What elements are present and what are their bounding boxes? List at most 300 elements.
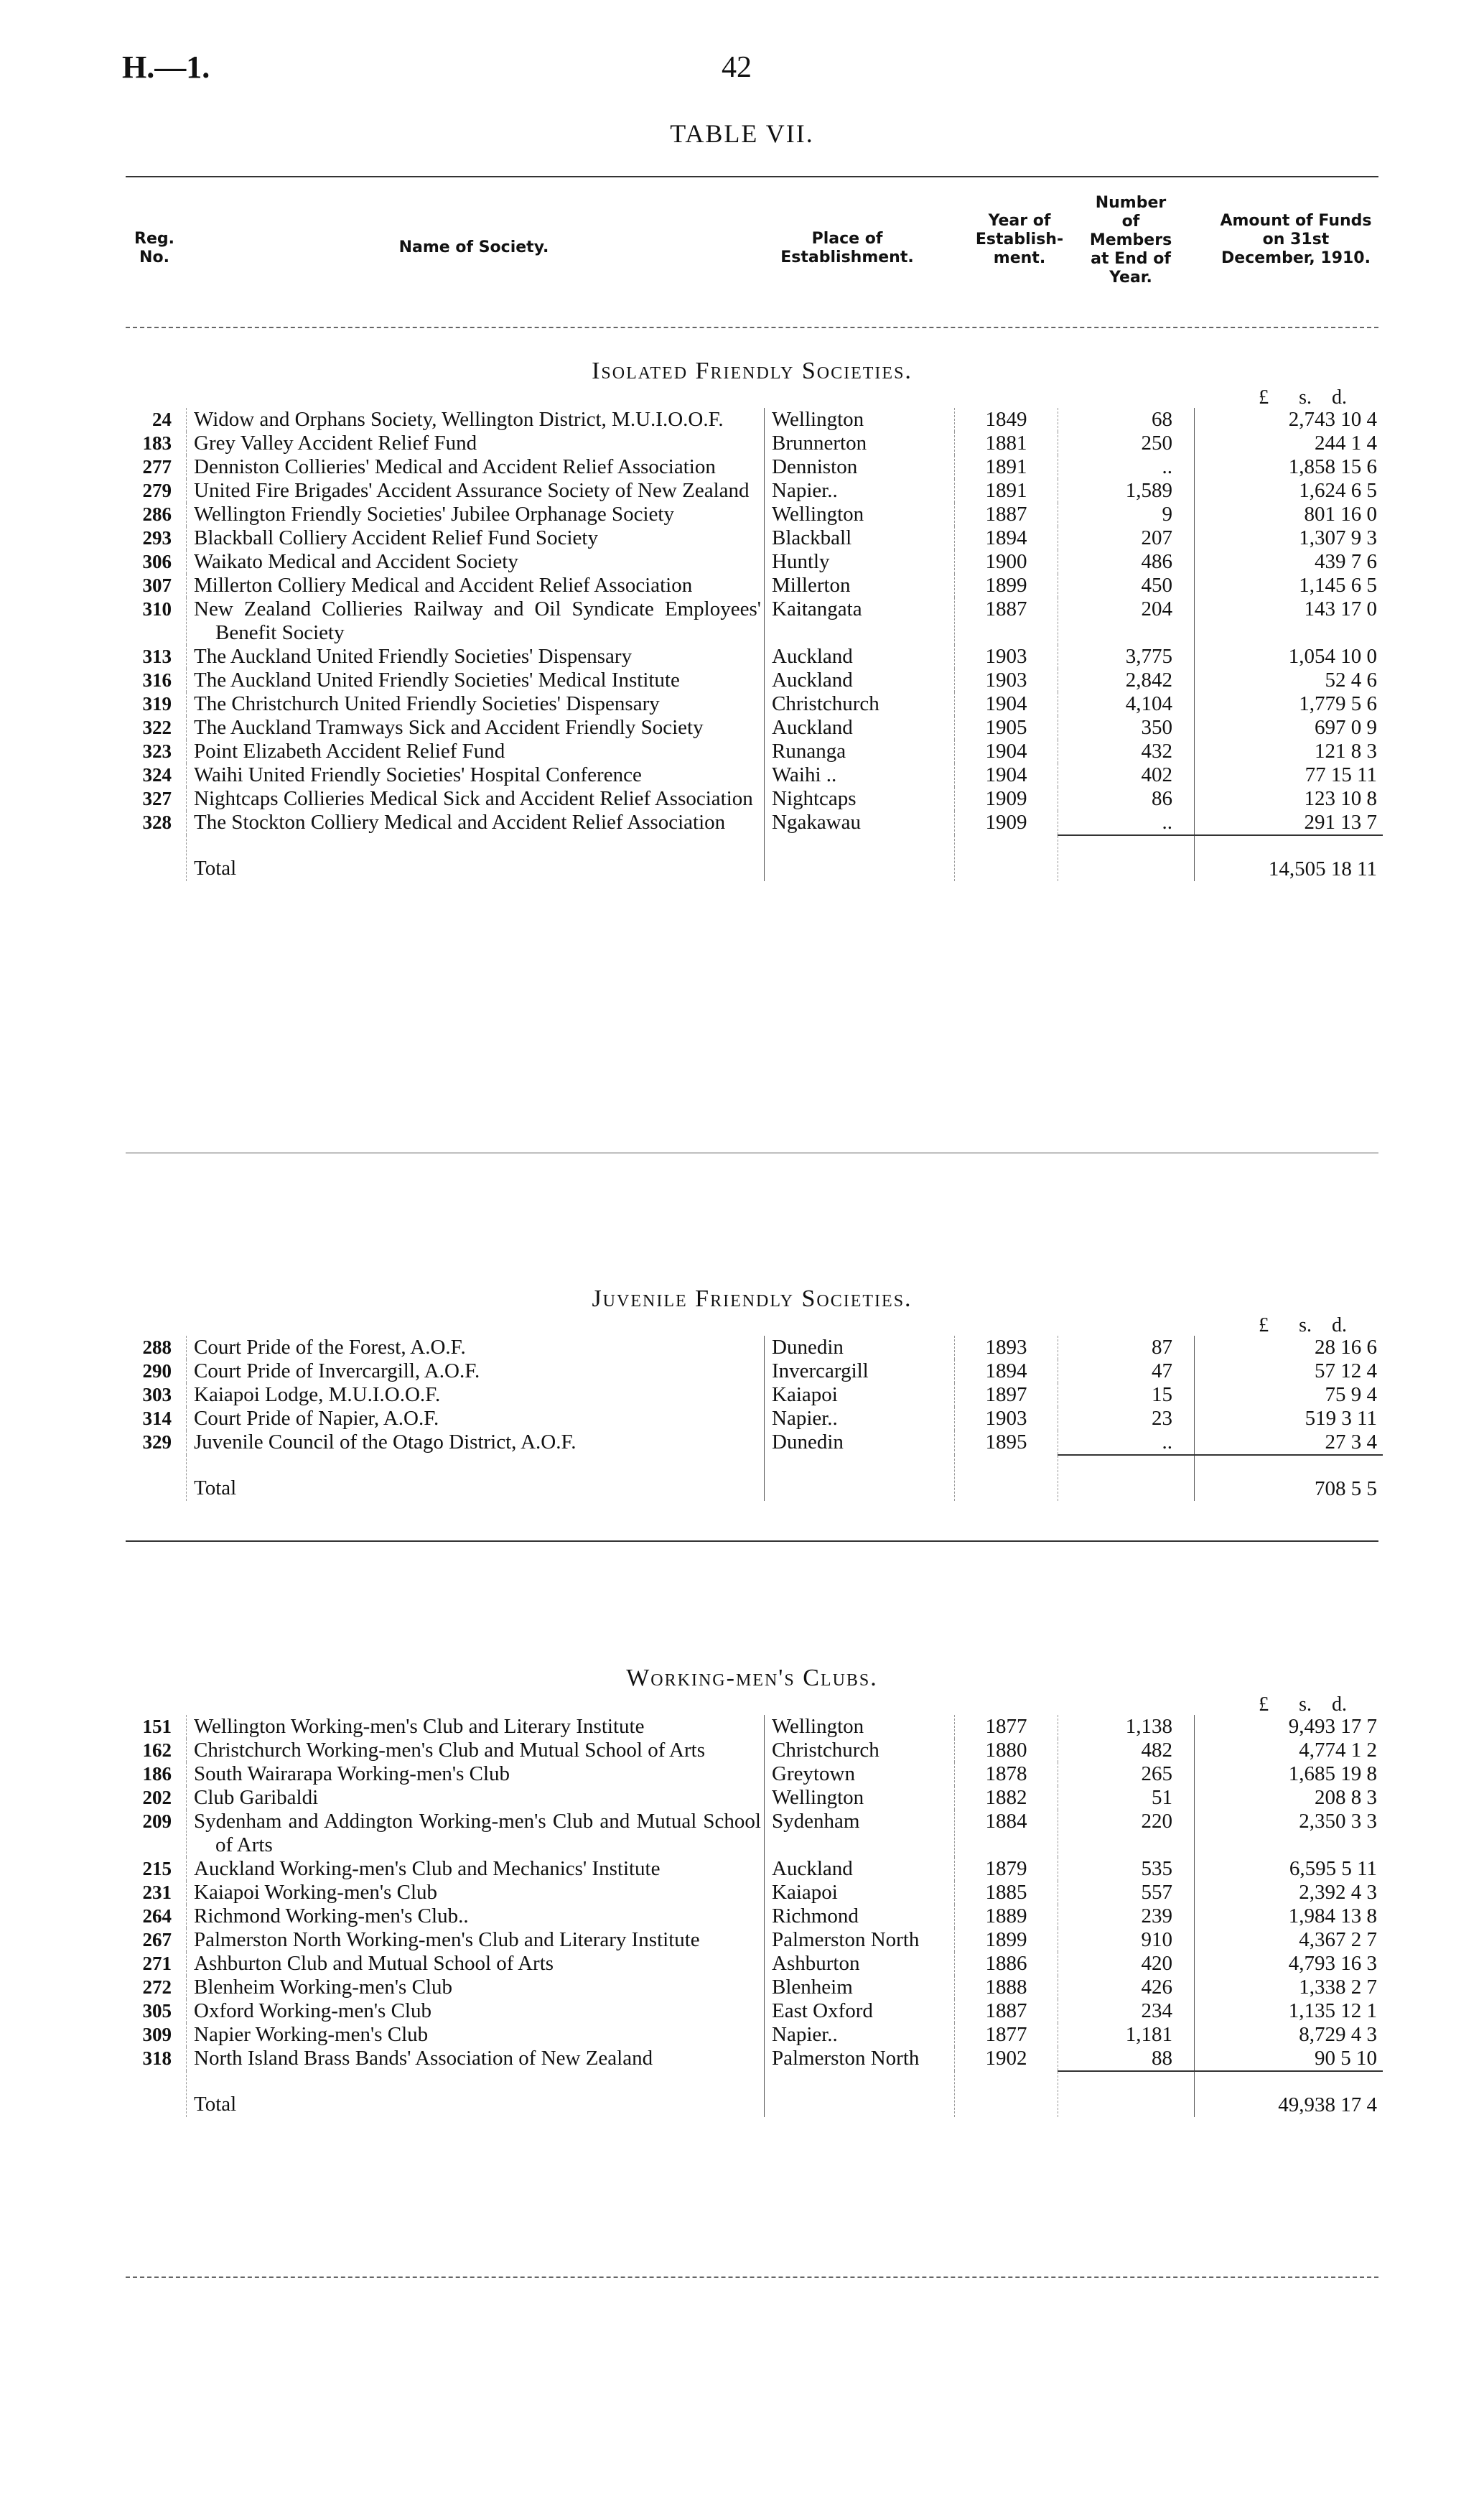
table-title: TABLE VII.	[670, 119, 814, 148]
place-cell: Brunnerton	[765, 432, 955, 455]
year-cell: 1904	[955, 763, 1058, 787]
members-cell: 426	[1058, 1976, 1195, 1999]
reg-no-cell: 286	[142, 503, 172, 525]
place-cell: Auckland	[765, 716, 955, 740]
place-cell: Palmerston North	[765, 2047, 955, 2071]
total-label: Total	[194, 1476, 237, 1499]
place-cell: Kaiapoi	[765, 1383, 955, 1407]
year-cell: 1885	[955, 1881, 1058, 1905]
members-cell: 402	[1058, 763, 1195, 787]
members-cell: 51	[1058, 1786, 1195, 1810]
year-cell: 1877	[955, 1715, 1058, 1739]
members-cell: 3,775	[1058, 645, 1195, 669]
funds-cell: 1,858 15 6	[1195, 455, 1383, 479]
members-cell: 9	[1058, 503, 1195, 526]
col-reg-no: Reg. No.	[134, 230, 174, 266]
reg-no-cell: 267	[142, 1929, 172, 1950]
society-name-cell	[187, 787, 765, 811]
total-place-cell	[765, 2071, 955, 2117]
place-cell: Palmerston North	[765, 1928, 955, 1952]
place-cell: Auckland	[765, 1857, 955, 1881]
society-name: Court Pride of the Forest, A.O.F.	[194, 1336, 466, 1359]
table-row	[126, 1739, 1383, 1762]
society-name: Grey Valley Accident Relief Fund	[194, 432, 477, 455]
funds-cell: 9,493 17 7	[1195, 1715, 1383, 1739]
place-cell: Wellington	[765, 1715, 955, 1739]
year-cell: 1887	[955, 1999, 1058, 2023]
reg-no-cell: 290	[142, 1360, 172, 1382]
col-members: Number of Members at End of Year.	[1089, 194, 1172, 287]
society-name: The Auckland United Friendly Societies' Dispensary	[194, 645, 633, 668]
table-row	[126, 432, 1383, 455]
place-cell: Napier..	[765, 1407, 955, 1431]
total-reg-cell	[126, 835, 187, 881]
total-label: Total	[194, 857, 237, 880]
year-cell: 1888	[955, 1976, 1058, 1999]
society-name-cell	[187, 1715, 765, 1739]
place-cell: Wellington	[765, 408, 955, 432]
society-name: North Island Brass Bands' Association of New Zealand	[194, 2047, 653, 2070]
funds-cell: 1,685 19 8	[1195, 1762, 1383, 1786]
funds-cell: 27 3 4	[1195, 1431, 1383, 1455]
members-cell: 486	[1058, 550, 1195, 574]
total-row	[126, 1455, 1383, 1501]
place-cell: Blackball	[765, 526, 955, 550]
funds-cell: 28 16 6	[1195, 1336, 1383, 1359]
place-cell: East Oxford	[765, 1999, 955, 2023]
table-row	[126, 479, 1383, 503]
data-table	[126, 1336, 1383, 1501]
total-funds-cell: 14,505 18 11	[1195, 835, 1383, 881]
total-members-cell	[1058, 835, 1195, 881]
section-title: Working-men's Clubs.	[626, 1665, 878, 1691]
society-name-cell	[187, 1762, 765, 1786]
funds-cell: 90 5 10	[1195, 2047, 1383, 2071]
reg-no-cell: 209	[142, 1810, 172, 1832]
total-year-cell	[955, 1455, 1058, 1501]
members-cell: 87	[1058, 1336, 1195, 1359]
members-cell: 450	[1058, 574, 1195, 597]
col-name: Name of Society.	[398, 238, 549, 256]
place-cell: Christchurch	[765, 1739, 955, 1762]
reg-no-cell: 271	[142, 1953, 172, 1974]
society-name-cell	[187, 811, 765, 835]
table-row	[126, 503, 1383, 526]
reg-no-cell: 314	[142, 1408, 172, 1429]
society-name-cell	[187, 1976, 765, 1999]
members-cell: 1,138	[1058, 1715, 1195, 1739]
reg-no-cell: 24	[152, 409, 172, 430]
members-cell: 86	[1058, 787, 1195, 811]
reg-no-cell: 307	[142, 575, 172, 596]
section-title: Isolated Friendly Societies.	[592, 358, 913, 384]
society-name-cell	[187, 550, 765, 574]
header-top-rule	[126, 176, 1378, 177]
society-name: United Fire Brigades' Accident Assurance Society of New Zealand	[194, 479, 750, 502]
reg-no-cell: 202	[142, 1787, 172, 1808]
place-cell: Invercargill	[765, 1359, 955, 1383]
funds-cell: 2,392 4 3	[1195, 1881, 1383, 1905]
society-name: Juvenile Council of the Otago District, A.O.F.	[194, 1431, 577, 1454]
funds-cell: 2,743 10 4	[1195, 408, 1383, 432]
society-name-cell	[187, 1857, 765, 1881]
table-row	[126, 811, 1383, 835]
table-row	[126, 2023, 1383, 2047]
society-name-cell	[187, 740, 765, 763]
society-name-cell	[187, 1928, 765, 1952]
place-cell: Ashburton	[765, 1952, 955, 1976]
place-cell: Kaiapoi	[765, 1881, 955, 1905]
table-row	[126, 645, 1383, 669]
total-members-cell	[1058, 1455, 1195, 1501]
place-cell: Waihi ..	[765, 763, 955, 787]
section-end-rule	[126, 1540, 1378, 1542]
place-cell: Greytown	[765, 1762, 955, 1786]
col-funds: Amount of Funds on 31st December, 1910.	[1220, 212, 1372, 267]
society-name: Kaiapoi Lodge, M.U.I.O.O.F.	[194, 1383, 441, 1406]
year-cell: 1900	[955, 550, 1058, 574]
table-row	[126, 1336, 1383, 1359]
table-row	[126, 1905, 1383, 1928]
col-place: Place of Establishment.	[780, 230, 914, 266]
funds-cell: 244 1 4	[1195, 432, 1383, 455]
place-cell: Sydenham	[765, 1810, 955, 1857]
col-year: Year of Establish-ment.	[975, 212, 1064, 267]
funds-cell: 1,338 2 7	[1195, 1976, 1383, 1999]
society-name: Denniston Collieries' Medical and Accident Relief Association	[194, 455, 716, 478]
reg-no-cell: 215	[142, 1858, 172, 1879]
year-cell: 1909	[955, 811, 1058, 835]
members-cell: 88	[1058, 2047, 1195, 2071]
total-reg-cell	[126, 1455, 187, 1501]
members-cell: 482	[1058, 1739, 1195, 1762]
reg-no-cell: 305	[142, 2000, 172, 2022]
society-name: The Stockton Colliery Medical and Accident Relief Association	[194, 811, 726, 834]
funds-cell: 4,367 2 7	[1195, 1928, 1383, 1952]
table-row	[126, 455, 1383, 479]
year-cell: 1894	[955, 1359, 1058, 1383]
table-row	[126, 787, 1383, 811]
society-name: Waihi United Friendly Societies' Hospital Conference	[194, 763, 642, 786]
members-cell: 204	[1058, 597, 1195, 645]
members-cell: 47	[1058, 1359, 1195, 1383]
table-row	[126, 1762, 1383, 1786]
society-name: Oxford Working-men's Club	[194, 1999, 431, 2022]
currency-units: £ s. d.	[1259, 1693, 1347, 1716]
members-cell: ..	[1058, 811, 1195, 835]
year-cell: 1903	[955, 1407, 1058, 1431]
society-name-cell	[187, 1905, 765, 1928]
year-cell: 1880	[955, 1739, 1058, 1762]
members-cell: 2,842	[1058, 669, 1195, 692]
reg-no-cell: 316	[142, 669, 172, 691]
funds-cell: 4,793 16 3	[1195, 1952, 1383, 1976]
society-name-cell	[187, 763, 765, 787]
header-bottom-rule	[126, 327, 1378, 328]
year-cell: 1904	[955, 740, 1058, 763]
society-name: Christchurch Working-men's Club and Mutual School of Arts	[194, 1739, 705, 1762]
section-juvenile	[126, 1285, 1378, 1501]
table-row	[126, 1999, 1383, 2023]
reg-no-cell: 293	[142, 527, 172, 549]
society-name-cell	[187, 455, 765, 479]
total-label: Total	[194, 2093, 237, 2116]
funds-cell: 1,145 6 5	[1195, 574, 1383, 597]
society-name: Blenheim Working-men's Club	[194, 1976, 452, 1999]
funds-cell: 1,307 9 3	[1195, 526, 1383, 550]
funds-cell: 208 8 3	[1195, 1786, 1383, 1810]
year-cell: 1904	[955, 692, 1058, 716]
society-name-cell	[187, 1739, 765, 1762]
table-row	[126, 1857, 1383, 1881]
reg-no-cell: 303	[142, 1384, 172, 1405]
funds-cell: 123 10 8	[1195, 787, 1383, 811]
total-label-cell	[187, 1455, 765, 1501]
table-row	[126, 1383, 1383, 1407]
reg-no-cell: 313	[142, 646, 172, 667]
reg-no-cell: 279	[142, 480, 172, 501]
total-year-cell	[955, 2071, 1058, 2117]
table-row	[126, 597, 1383, 645]
funds-cell: 52 4 6	[1195, 669, 1383, 692]
funds-cell: 57 12 4	[1195, 1359, 1383, 1383]
society-name: Club Garibaldi	[194, 1786, 319, 1809]
reg-no-cell: 272	[142, 1976, 172, 1998]
reg-no-cell: 186	[142, 1763, 172, 1785]
members-cell: 250	[1058, 432, 1195, 455]
place-cell: Blenheim	[765, 1976, 955, 1999]
society-name-cell	[187, 574, 765, 597]
year-cell: 1905	[955, 716, 1058, 740]
table-row	[126, 408, 1383, 432]
society-name-cell	[187, 1999, 765, 2023]
currency-units: £ s. d.	[1259, 1314, 1347, 1336]
members-cell: 535	[1058, 1857, 1195, 1881]
society-name: Napier Working-men's Club	[194, 2023, 429, 2046]
funds-cell: 1,984 13 8	[1195, 1905, 1383, 1928]
society-name-cell	[187, 1359, 765, 1383]
reg-no-cell: 324	[142, 764, 172, 786]
funds-cell: 4,774 1 2	[1195, 1739, 1383, 1762]
reg-no-cell: 329	[142, 1431, 172, 1453]
place-cell: Kaitangata	[765, 597, 955, 645]
funds-cell: 1,624 6 5	[1195, 479, 1383, 503]
members-cell: 1,181	[1058, 2023, 1195, 2047]
year-cell: 1893	[955, 1336, 1058, 1359]
total-funds-cell: 708 5 5	[1195, 1455, 1383, 1501]
funds-cell: 1,054 10 0	[1195, 645, 1383, 669]
place-cell: Denniston	[765, 455, 955, 479]
place-cell: Ngakawau	[765, 811, 955, 835]
total-place-cell	[765, 1455, 955, 1501]
reg-no-cell: 318	[142, 2047, 172, 2069]
place-cell: Christchurch	[765, 692, 955, 716]
members-cell: 557	[1058, 1881, 1195, 1905]
data-table	[126, 408, 1383, 881]
reg-no-cell: 328	[142, 811, 172, 833]
members-cell: 68	[1058, 408, 1195, 432]
members-cell: 350	[1058, 716, 1195, 740]
members-cell: 23	[1058, 1407, 1195, 1431]
society-name-cell	[187, 692, 765, 716]
year-cell: 1879	[955, 1857, 1058, 1881]
total-reg-cell	[126, 2071, 187, 2117]
society-name: The Christchurch United Friendly Societies' Dispensary	[194, 692, 660, 715]
society-name-cell	[187, 408, 765, 432]
society-name-cell	[187, 1407, 765, 1431]
members-cell: 234	[1058, 1999, 1195, 2023]
society-name: Kaiapoi Working-men's Club	[194, 1881, 438, 1904]
funds-cell: 8,729 4 3	[1195, 2023, 1383, 2047]
reg-no-cell: 323	[142, 740, 172, 762]
members-cell: ..	[1058, 455, 1195, 479]
society-name-cell	[187, 1786, 765, 1810]
place-cell: Richmond	[765, 1905, 955, 1928]
members-cell: 239	[1058, 1905, 1195, 1928]
members-cell: 910	[1058, 1928, 1195, 1952]
members-cell: 4,104	[1058, 692, 1195, 716]
members-cell: 420	[1058, 1952, 1195, 1976]
section-clubs	[126, 1665, 1378, 2117]
table-row	[126, 1952, 1383, 1976]
society-name-cell	[187, 1952, 765, 1976]
place-cell: Auckland	[765, 645, 955, 669]
year-cell: 1894	[955, 526, 1058, 550]
place-cell: Dunedin	[765, 1431, 955, 1455]
funds-cell: 6,595 5 11	[1195, 1857, 1383, 1881]
table-row	[126, 669, 1383, 692]
table-row	[126, 1928, 1383, 1952]
place-cell: Millerton	[765, 574, 955, 597]
year-cell: 1881	[955, 432, 1058, 455]
members-cell: 265	[1058, 1762, 1195, 1786]
total-year-cell	[955, 835, 1058, 881]
place-cell: Napier..	[765, 479, 955, 503]
society-name: Ashburton Club and Mutual School of Arts	[194, 1952, 554, 1975]
reg-no-cell: 288	[142, 1336, 172, 1358]
place-cell: Huntly	[765, 550, 955, 574]
society-name: The Auckland Tramways Sick and Accident Friendly Society	[194, 716, 704, 739]
year-cell: 1887	[955, 597, 1058, 645]
page-number: 42	[722, 51, 752, 84]
table-row	[126, 2047, 1383, 2071]
funds-cell: 143 17 0	[1195, 597, 1383, 645]
table-row	[126, 574, 1383, 597]
society-name-cell	[187, 1336, 765, 1359]
year-cell: 1882	[955, 1786, 1058, 1810]
reg-no-cell: 277	[142, 456, 172, 478]
year-cell: 1878	[955, 1762, 1058, 1786]
total-row	[126, 835, 1383, 881]
funds-cell: 121 8 3	[1195, 740, 1383, 763]
total-label-cell	[187, 2071, 765, 2117]
document-code: H.—1.	[122, 50, 210, 85]
place-cell: Dunedin	[765, 1336, 955, 1359]
society-name-cell	[187, 645, 765, 669]
funds-cell: 291 13 7	[1195, 811, 1383, 835]
total-label-cell	[187, 835, 765, 881]
currency-units: £ s. d.	[1259, 386, 1347, 409]
year-cell: 1849	[955, 408, 1058, 432]
reg-no-cell: 322	[142, 717, 172, 738]
place-cell: Nightcaps	[765, 787, 955, 811]
society-name-cell	[187, 479, 765, 503]
society-name: Waikato Medical and Accident Society	[194, 550, 518, 573]
year-cell: 1902	[955, 2047, 1058, 2071]
section-title: Juvenile Friendly Societies.	[592, 1285, 913, 1312]
table-row	[126, 1881, 1383, 1905]
funds-cell: 77 15 11	[1195, 763, 1383, 787]
society-name: Richmond Working-men's Club..	[194, 1905, 469, 1927]
reg-no-cell: 183	[142, 432, 172, 454]
members-cell: 1,589	[1058, 479, 1195, 503]
members-cell: 15	[1058, 1383, 1195, 1407]
year-cell: 1884	[955, 1810, 1058, 1857]
year-cell: 1899	[955, 1928, 1058, 1952]
society-name-cell	[187, 1383, 765, 1407]
funds-cell: 439 7 6	[1195, 550, 1383, 574]
society-name: Wellington Working-men's Club and Literary Institute	[194, 1715, 645, 1738]
table-row	[126, 1786, 1383, 1810]
year-cell: 1886	[955, 1952, 1058, 1976]
year-cell: 1899	[955, 574, 1058, 597]
society-name: Blackball Colliery Accident Relief Fund Society	[194, 526, 598, 549]
year-cell: 1889	[955, 1905, 1058, 1928]
table-row	[126, 1810, 1383, 1857]
place-cell: Wellington	[765, 1786, 955, 1810]
table-row	[126, 1715, 1383, 1739]
page-end-rule	[126, 2277, 1378, 2278]
society-name: Millerton Colliery Medical and Accident Relief Association	[194, 574, 693, 597]
place-cell: Wellington	[765, 503, 955, 526]
society-name-cell	[187, 1810, 765, 1857]
members-cell: ..	[1058, 1431, 1195, 1455]
total-funds-cell: 49,938 17 4	[1195, 2071, 1383, 2117]
funds-cell: 697 0 9	[1195, 716, 1383, 740]
year-cell: 1891	[955, 479, 1058, 503]
table-row	[126, 716, 1383, 740]
society-name-cell	[187, 526, 765, 550]
total-members-cell	[1058, 2071, 1195, 2117]
society-name-cell	[187, 669, 765, 692]
funds-cell: 519 3 11	[1195, 1407, 1383, 1431]
table-row	[126, 740, 1383, 763]
table-row	[126, 1976, 1383, 1999]
reg-no-cell: 327	[142, 788, 172, 809]
table-row	[126, 1431, 1383, 1455]
place-cell: Runanga	[765, 740, 955, 763]
reg-no-cell: 264	[142, 1905, 172, 1927]
place-cell: Napier..	[765, 2023, 955, 2047]
members-cell: 220	[1058, 1810, 1195, 1857]
society-name-cell	[187, 2047, 765, 2071]
society-name-cell	[187, 432, 765, 455]
society-name: Point Elizabeth Accident Relief Fund	[194, 740, 505, 763]
table-row	[126, 550, 1383, 574]
society-name: Sydenham and Addington Working-men's Club and Mutual School of Arts	[194, 1810, 761, 1856]
funds-cell: 75 9 4	[1195, 1383, 1383, 1407]
year-cell: 1877	[955, 2023, 1058, 2047]
society-name-cell	[187, 597, 765, 645]
funds-cell: 2,350 3 3	[1195, 1810, 1383, 1857]
year-cell: 1887	[955, 503, 1058, 526]
society-name-cell	[187, 1881, 765, 1905]
year-cell: 1895	[955, 1431, 1058, 1455]
society-name: Court Pride of Napier, A.O.F.	[194, 1407, 439, 1430]
year-cell: 1903	[955, 645, 1058, 669]
year-cell: 1891	[955, 455, 1058, 479]
reg-no-cell: 319	[142, 693, 172, 715]
